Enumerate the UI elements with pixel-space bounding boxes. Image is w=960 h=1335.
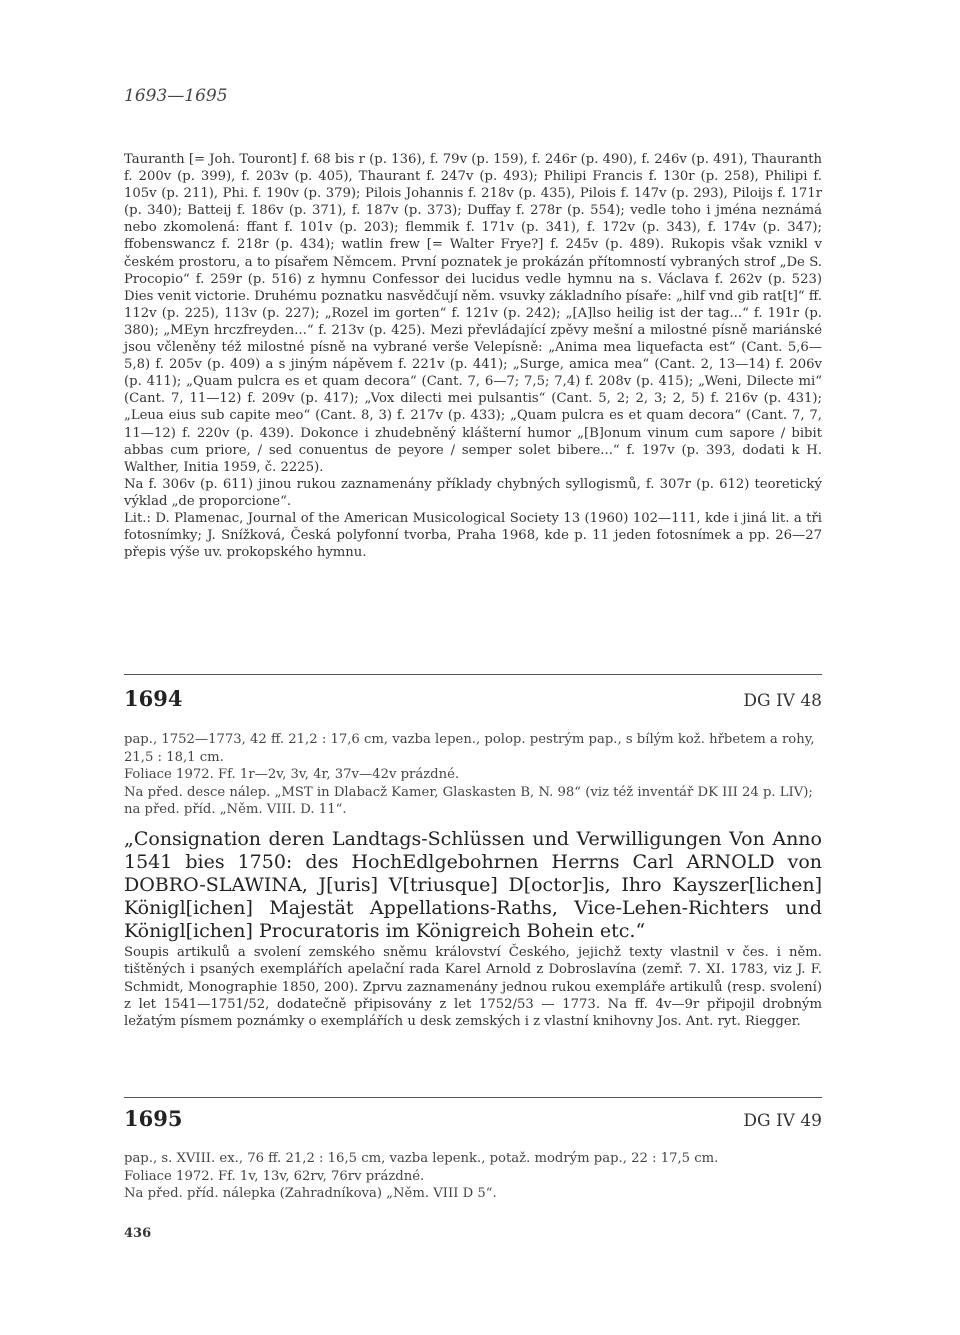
running-head: 1693—1695 <box>124 86 228 106</box>
entry-1693-literature: Lit.: D. Plamenac, Journal of the American Musicological Society 13 (1960) 102—111, kde i jiná lit. a tři fotosnímky; J. Snížková, Česká polyfonní tvorba, Praha 1968, kde p. 11 jeden fotosnímek a pp. 26—27 přepis výše uv. prokopského hymnu. <box>124 510 822 561</box>
label-note: Na před. desce nálep. „MST in Dlabacž Kamer, Glaskasten B, N. 98“ (viz též inventář DK III 24 p. LIV); na před. příd. „Něm. VIII. D. 11“. <box>124 784 813 818</box>
foliation-note: Foliace 1972. Ff. 1v, 13v, 62rv, 76rv prázdné. <box>124 1168 425 1184</box>
section-divider <box>124 674 822 675</box>
entry-signature: DG IV 48 <box>743 691 822 711</box>
page-number: 436 <box>124 1226 152 1241</box>
entry-1693-continuation <box>124 151 822 561</box>
entry-1694-description <box>124 731 822 819</box>
entry-1695-description <box>124 1150 822 1203</box>
section-divider <box>124 1097 822 1098</box>
entry-1694-title: „Consignation deren Landtags-Schlüssen und Verwilligungen Von Anno 1541 bies 1750: des HochEdlgebohrnen Herrns Carl ARNOLD von DOBRO-SLAWINA, J[uris] V[triusque] D[octor]is, Ihro Kayszer[lichen] Königl[ichen] Majestät Appellations-Raths, Vice-Lehen-Richters und Königl[ichen] Procuratoris im Königreich Bohein etc.“ <box>124 828 822 942</box>
entry-1693-paragraph-1: Tauranth [= Joh. Touront] f. 68 bis r (p. 136), f. 79v (p. 159), f. 246r (p. 490), f. 246v (p. 491), Thauranth f. 200v (p. 399), f. 203v (p. 405), Thaurant f. 247v (p. 493); Philipi Francis f. 130r (p. 258), Philipi f. 105v (p. 211), Phi. f. 190v (p. 379); Pilois Johannis f. 218v (p. 435), Pilois f. 147v (p. 293), Piloijs f. 171r (p. 340); Batteij f. 186v (p. 371), f. 187v (p. 373); Duffay f. 278r (p. 554); vedle toho i jména neznámá nebo zkomolená: ffant f. 101v (p. 203); flemmik f. 171v (p. 341), f. 172v (p. 343), f. 174v (p. 347); ffobenswancz f. 218r (p. 434); watlin frew [= Walter Frye?] f. 245v (p. 489). Rukopis však vznikl v českém prostoru, a to písařem Němcem. První poznatek je prokázán přítomností vybraných strof „De S. Procopio“ f. 259r (p. 516) z hymnu Confessor dei lucidus vedle hymnu na s. Václava f. 262v (p. 523) Dies venit victorie. Druhému poznatku nasvědčují něm. vsuvky základního písaře: „hilf vnd gib rat[t]“ ff. 112v (p. 225), 113v (p. 227); „Rozel im gorten“ f. 121v (p. 242); „[A]lso heilig ist der tag...“ f. 191r (p. 380); „MEyn hrczfreyden...“ f. 213v (p. 425). Mezi převládající zpěvy mešní a milostné písně mariánské jsou včleněny též milostné písně na vybrané verše Velepísně: „Anima mea liquefacta est“ (Cant. 5,6—5,8) f. 205v (p. 409) a s jiným nápěvem f. 221v (p. 441); „Surge, amica mea“ (Cant. 2, 13—14) f. 206v (p. 411); „Quam pulcra es et quam decora“ (Cant. 7, 6—7; 7,5; 7,4) f. 208v (p. 415); „Weni, Dilecte mi“ (Cant. 7, 11—12) f. 209v (p. 417); „Vox dilecti mei pulsantis“ (Cant. 5, 2; 2, 3; 2, 5) f. 216v (p. 431); „Leua eius sub capite meo“ (Cant. 8, 3) f. 217v (p. 433); „Quam pulcra es et quam decora“ (Cant. 7, 7, 11—12) f. 220v (p. 439). Dokonce i zhudebněný klášterní humor „[B]onum vinum cum sapore / bibit abbas cum priore, / sed conuentus de peyore / semper solet bibere...“ f. 197v (p. 393, dodati k H. Walther, Initia 1959, č. 2225). <box>124 152 822 475</box>
entry-1694-commentary: Soupis artikulů a svolení zemského sněmu království Českého, jejichž texty vlastnil v čes. i něm. tištěných i psaných exemplářích apelační rada Karel Arnold z Dobroslavína (zemř. 7. XI. 1783, viz J. F. Schmidt, Monographie 1850, 200). Zprvu zaznamenány jednou rukou exempláře artikulů (resp. svolení) z let 1541—1751/52, dodatečně připisovány z let 1752/53 — 1773. Na ff. 4v—9r připojil drobným ležatým písmem poznámky o exemplářích u desk zemských i z vlastní knihovny Jos. Ant. ryt. Riegger. <box>124 945 822 1030</box>
foliation-note: Foliace 1972. Ff. 1r—2v, 3v, 4r, 37v—42v prázdné. <box>124 767 460 783</box>
entry-number: 1694 <box>124 686 183 711</box>
entry-1695-header <box>124 1106 822 1131</box>
label-note: Na před. příd. nálepka (Zahradníkova) „Něm. VIII D 5“. <box>124 1186 497 1202</box>
physical-description: pap., s. XVIII. ex., 76 ff. 21,2 : 16,5 cm, vazba lepenk., potaž. modrým pap., 22 : 17,5 cm. <box>124 1151 719 1166</box>
entry-1693-paragraph-2: Na f. 306v (p. 611) jinou rukou zaznamenány příklady chybných syllogismů, f. 307r (p. 612) teoretický výklad „de proporcione“. <box>124 476 822 509</box>
entry-number: 1695 <box>124 1106 183 1131</box>
entry-signature: DG IV 49 <box>743 1111 822 1131</box>
physical-description: pap., 1752—1773, 42 ff. 21,2 : 17,6 cm, vazba lepen., polop. pestrým pap., s bílým kož. hřbetem a rohy, 21,5 : 18,1 cm. <box>124 732 815 765</box>
entry-1694-header <box>124 686 822 711</box>
